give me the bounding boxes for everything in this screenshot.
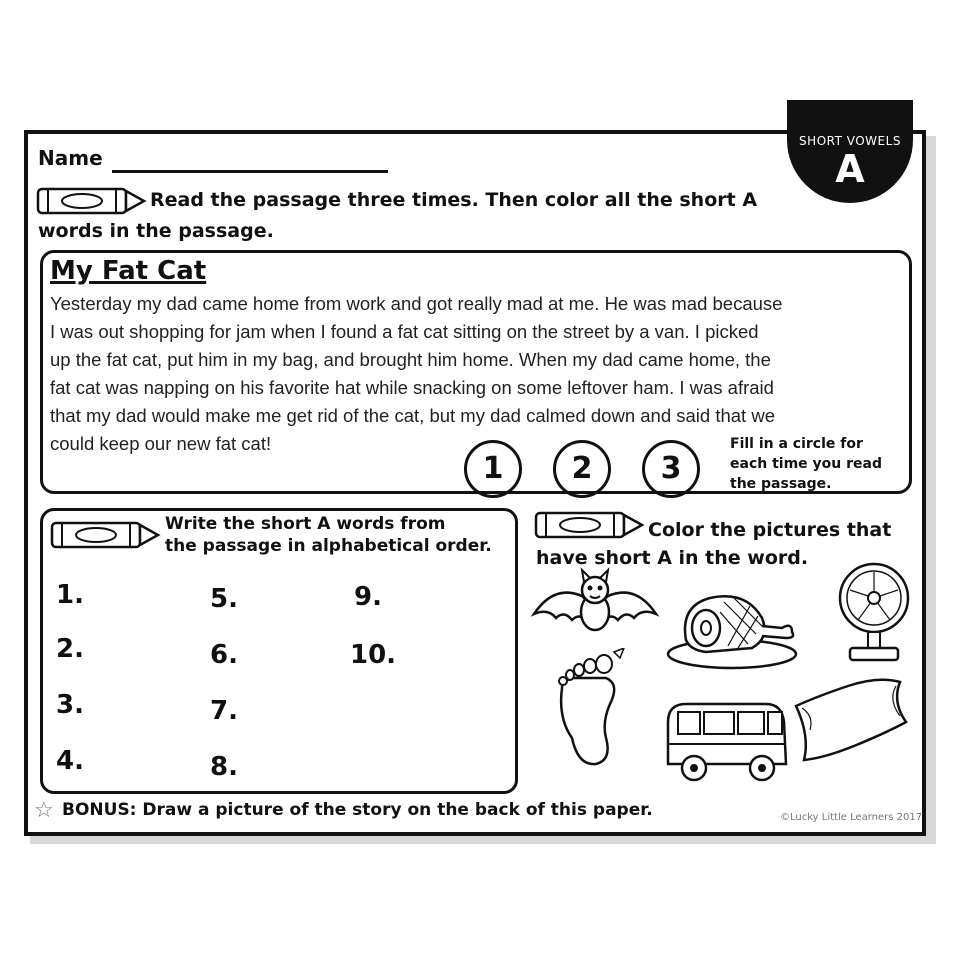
short-vowels-badge [787, 100, 913, 203]
crayon-icon [36, 186, 148, 216]
star-icon: ☆ [34, 798, 54, 823]
passage-text [50, 290, 908, 458]
answer-number[interactable]: 8. [210, 752, 238, 782]
answer-number[interactable]: 6. [210, 640, 238, 670]
passage-line: that my dad would make me get rid of the cat, but my dad calmed down and said that we [50, 405, 775, 426]
passage-line: fat cat was napping on his favorite hat while snacking on some leftover ham. I was afraid [50, 377, 774, 398]
instruction-line-1: Read the passage three times. Then color all the short A [150, 189, 758, 211]
answer-number[interactable]: 4. [56, 746, 84, 776]
write-instruction-line: Write the short A words from [165, 514, 446, 534]
passage-line: I was out shopping for jam when I found a fat cat sitting on the street by a van. I picked [50, 321, 759, 342]
fill-note-line: each time you read [730, 456, 882, 472]
fan-picture[interactable] [834, 560, 914, 664]
answer-number[interactable]: 5. [210, 584, 238, 614]
answer-number[interactable]: 10. [350, 640, 397, 670]
fill-note-line: the passage. [730, 476, 832, 492]
pillow-picture[interactable] [788, 676, 916, 766]
badge-letter: A [835, 147, 865, 191]
foot-picture[interactable] [548, 648, 630, 772]
fill-circle-note [730, 434, 910, 494]
passage-title: My Fat Cat [50, 256, 207, 286]
copyright: ©Lucky Little Learners 2017 [780, 812, 923, 823]
passage-line: could keep our new fat cat! [50, 433, 272, 454]
color-instruction-line: have short A in the word. [536, 547, 809, 569]
name-label: Name [38, 146, 103, 170]
answer-number[interactable]: 9. [354, 582, 382, 612]
bat-picture[interactable] [530, 566, 660, 642]
write-instruction [165, 513, 525, 557]
badge-caption: SHORT VOWELS [799, 134, 901, 148]
answer-number[interactable]: 3. [56, 690, 84, 720]
read-circle-2[interactable]: 2 [553, 440, 611, 498]
write-instruction-line: the passage in alphabetical order. [165, 536, 492, 556]
answer-number[interactable]: 7. [210, 696, 238, 726]
fill-note-line: Fill in a circle for [730, 436, 863, 452]
bonus-instruction: BONUS: Draw a picture of the story on the back of this paper. [62, 800, 653, 820]
passage-line: Yesterday my dad came home from work and got really mad at me. He was mad because [50, 293, 783, 314]
answer-number[interactable]: 2. [56, 634, 84, 664]
ham-picture[interactable] [666, 588, 800, 672]
crayon-icon [50, 520, 162, 550]
van-picture[interactable] [662, 698, 792, 790]
read-circle-3[interactable]: 3 [642, 440, 700, 498]
name-input-line[interactable] [112, 170, 388, 173]
read-circle-1[interactable]: 1 [464, 440, 522, 498]
passage-line: up the fat cat, put him in my bag, and brought him home. When my dad came home, the [50, 349, 771, 370]
answer-number[interactable]: 1. [56, 580, 84, 610]
instruction-line-2: words in the passage. [38, 220, 274, 242]
color-instruction-line: Color the pictures that [648, 519, 892, 541]
